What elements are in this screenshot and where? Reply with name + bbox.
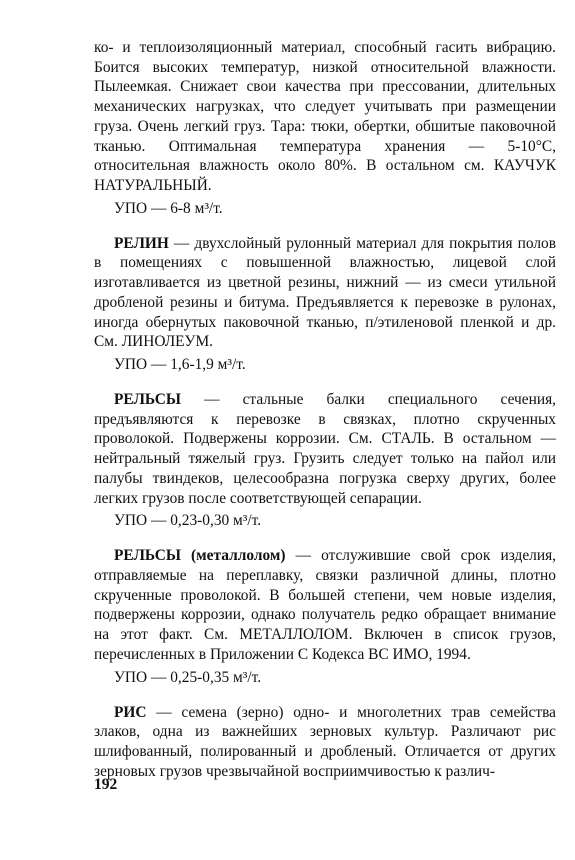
entry-ris (94, 703, 556, 782)
entry-text: — отслужившие свой срок изделия, отправляемые на переплавку, связки различной длины, плотно скрученные проволокой. В большей степени, чем новые изделия, подвержены коррозии, однако получатель редко обращает внимание на этот факт. См. МЕТАЛЛОЛОМ. Включен в список грузов, перечисленных в Приложении С Кодекса ВС ИМО, 1994. (94, 547, 556, 663)
entry-text: — двухслойный рулонный материал для покрытия полов в помещениях с повышенной влажностью, лицевой слой изготавливается из цветной резины, нижний — из смеси утильной дробленой резины и битума. Предъявляется к перевозке в рулонах, иногда обернутых паковочной тканью, п/этиленовой пленкой и др. См. ЛИНОЛЕУМ. (94, 234, 556, 351)
entry-text: — семена (зерно) одно- и многолетних трав семейства злаков, одна из важнейших зерновых культур. Различают рис шлифованный, полированный и дробленый. Отличается от других зерновых грузов чрезвычайной восприимчивостью к различ- (94, 703, 556, 780)
upo-line: УПО — 0,23-0,30 м³/т. (114, 512, 262, 530)
entry-term: РЕЛИН (114, 234, 169, 252)
intro-paragraph: ко- и теплоизоляционный материал, способный гасить вибрацию. Боится высоких температур, низкой относительной влажности. Пылеемкая. Снижает свои качества при прессовании, длительных механических нагрузках, что следует учитывать при размещении груза. Очень легкий груз. Тара: тюки, обертки, обшитые паковочной тканью. Оптимальная температура хранения — 5-10°С, относительная влажность около 80%. В остальном см. КАУЧУК НАТУРАЛЬНЫЙ. (94, 39, 556, 194)
entry-term: РИС (114, 703, 147, 721)
entry-text: — стальные балки специального сечения, предъявляются к перевозке в связках, плотно скрученных проволокой. Подвержены коррозии. См. СТАЛЬ. В остальном — нейтральный тяжелый груз. Грузить следует только на пайол или палубы твиндеков, целесообразна погрузка сверху других, более легких грузов после соответствующей сепарации. (94, 391, 556, 507)
entry-term: РЕЛЬСЫ (металлолом) (114, 547, 286, 565)
upo-line: УПО — 6-8 м³/т. (114, 199, 223, 217)
page-body (94, 38, 556, 781)
entry-relsy (94, 390, 556, 508)
entry-relsy-scrap (94, 546, 556, 664)
upo-line: УПО — 1,6-1,9 м³/т. (114, 355, 246, 373)
entry-term: РЕЛЬСЫ (114, 391, 181, 409)
page-number: 192 (94, 776, 118, 793)
entry-relin (94, 234, 556, 352)
upo-line: УПО — 0,25-0,35 м³/т. (114, 668, 262, 686)
